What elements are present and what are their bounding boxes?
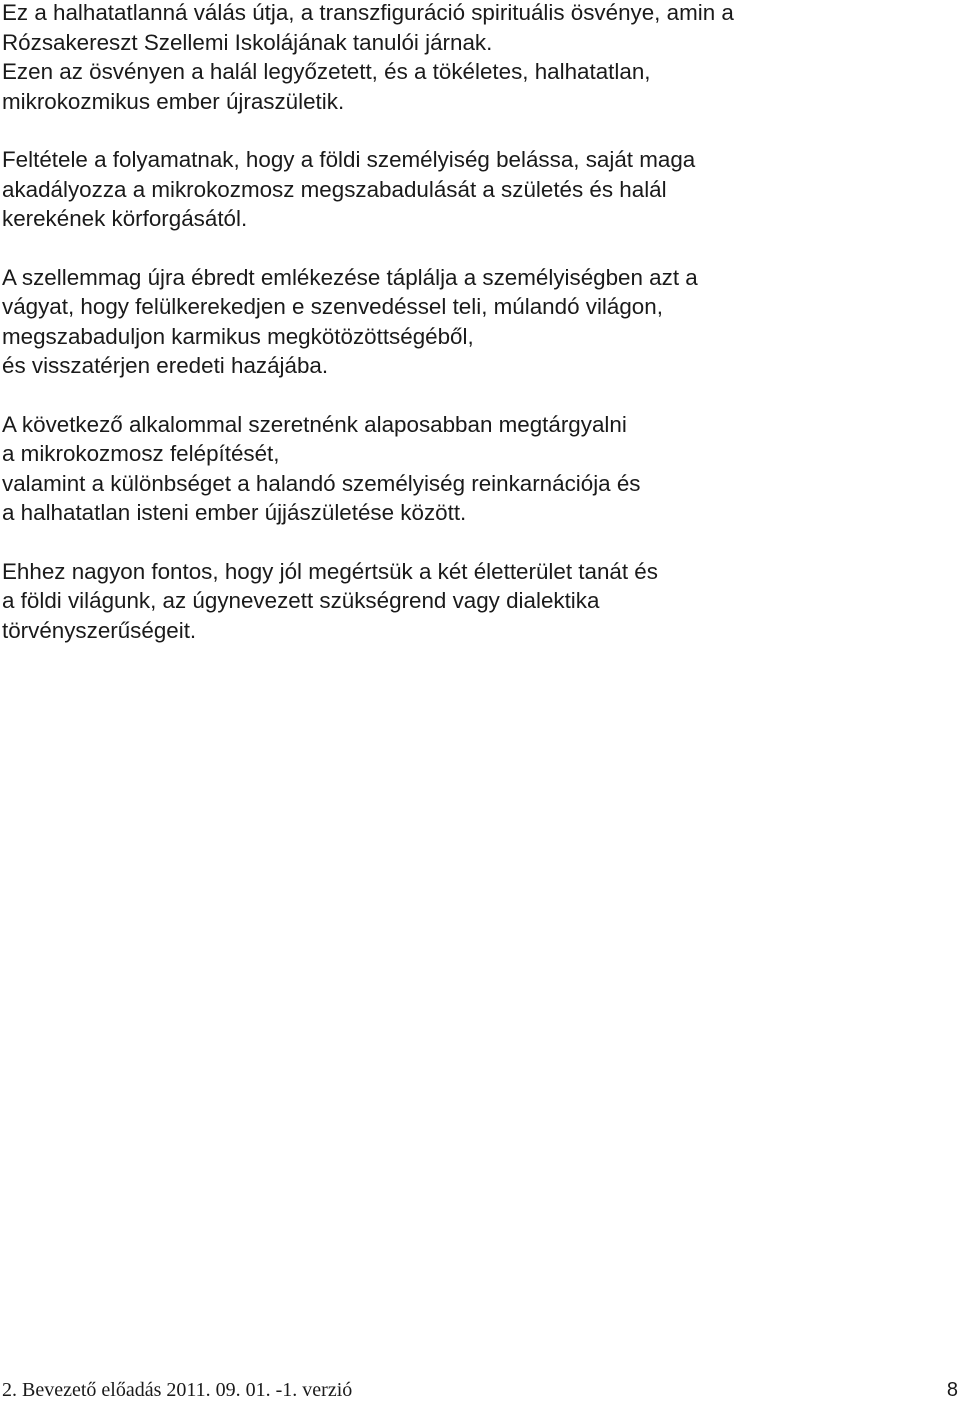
paragraph-3-line-4: és visszatérjen eredeti hazájába.: [2, 353, 329, 378]
paragraph-1: [2, 0, 952, 116]
paragraph-4-line-1: A következő alkalommal szeretnénk alaposabban megtárgyalni: [2, 411, 627, 437]
paragraph-5-line-3: törvényszerűségeit.: [2, 617, 197, 643]
paragraph-2: [2, 145, 952, 234]
paragraph-3: [2, 263, 952, 381]
paragraph-4-line-3: valamint a különbséget a halandó személyiség reinkarnációja és: [2, 470, 641, 496]
paragraph-1-line-3: Ezen az ösvényen a halál legyőzetett, és a tökéletes, halhatatlan,: [2, 59, 651, 84]
paragraph-4-line-2: a mikrokozmosz felépítését,: [2, 441, 280, 466]
paragraph-2-line-1: Feltétele a folyamatnak, hogy a földi személyiség belássa, saját maga: [2, 147, 696, 172]
paragraph-5: [2, 557, 952, 646]
paragraph-3-line-2: vágyat, hogy felülkerekedjen e szenvedéssel teli, múlandó világon,: [2, 294, 663, 319]
page-number: 8: [946, 1379, 958, 1401]
paragraph-3-line-1: A szellemmag újra ébredt emlékezése táplálja a személyiségben azt a: [2, 264, 698, 290]
paragraph-5-line-1: Ehhez nagyon fontos, hogy jól megértsük a két életterület tanát és: [2, 558, 658, 584]
paragraph-5-line-2: a földi világunk, az úgynevezett szükségrend vagy dialektika: [2, 588, 600, 613]
footer-text: 2. Bevezető előadás 2011. 09. 01. -1. verzió: [2, 1379, 353, 1401]
paragraph-1-line-1: Ez a halhatatlanná válás útja, a transzfiguráció spirituális ösvénye, amin a: [2, 0, 734, 25]
paragraph-2-line-2: akadályozza a mikrokozmosz megszabadulását a születés és halál: [2, 176, 667, 202]
paragraph-3-line-3: megszabaduljon karmikus megkötözöttségéből,: [2, 323, 474, 349]
paragraph-4-line-4: a halhatatlan isteni ember újjászületése között.: [2, 500, 467, 525]
paragraph-2-line-3: kerekének körforgásától.: [2, 206, 248, 231]
paragraph-1-line-2: Rózsakereszt Szellemi Iskolájának tanulói járnak.: [2, 29, 493, 55]
document-body: [2, 0, 952, 674]
paragraph-1-line-4: mikrokozmikus ember újraszületik.: [2, 88, 345, 114]
page-footer: [2, 1378, 958, 1402]
paragraph-4: [2, 410, 952, 528]
